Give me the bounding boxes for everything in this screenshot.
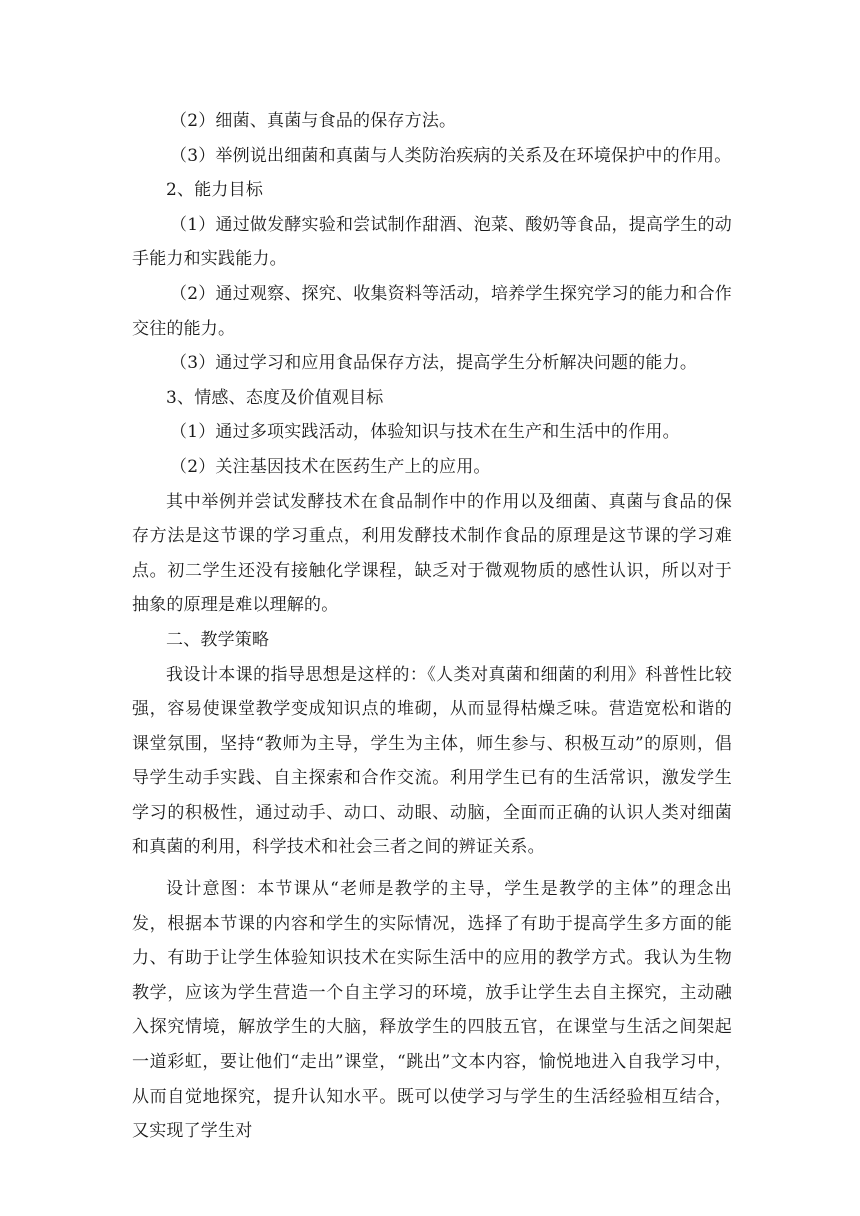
- section-heading: 3、情感、态度及价值观目标: [166, 387, 384, 408]
- objective-item: （1）通过做发酵实验和尝试制作甜酒、泡菜、酸奶等食品，提高学生的动手能力和实践能力。: [132, 214, 732, 270]
- body-paragraph: 我设计本课的指导思想是这样的：《人类对真菌和细菌的利用》科普性比较强，容易使课堂教学变成知识点的堆砌，从而显得枯燥乏味。营造宽松和谐的课堂氛围，坚持“教师为主导，学生为主体，师生参与、积极互动”的原则，倡导学生动手实践、自主探索和合作交流。利用学生已有的生活常识，激发学生学习的积极性，通过动手、动口、动眼、动脑，全面而正确的认识人类对细菌和真菌的利用，科学技术和社会三者之间的辨证关系。: [132, 664, 732, 858]
- objective-item: （3）举例说出细菌和真菌与人类防治疾病的关系及在环境保护中的作用。: [170, 145, 732, 166]
- objective-item: （2）细菌、真菌与食品的保存方法。: [170, 111, 457, 131]
- objective-item: （2）关注基因技术在医药生产上的应用。: [170, 456, 491, 477]
- objective-item: （2）通过观察、探究、收集资料等活动，培养学生探究学习的能力和合作交往的能力。: [132, 283, 732, 339]
- section-heading: 二、教学策略: [166, 629, 270, 650]
- section-heading: 2、能力目标: [166, 180, 264, 201]
- objective-item: （3）通过学习和应用食品保存方法，提高学生分析解决问题的能力。: [170, 353, 698, 374]
- body-paragraph: 其中举例并尝试发酵技术在食品制作中的作用以及细菌、真菌与食品的保存方法是这节课的学习重点，利用发酵技术制作食品的原理是这节课的学习难点。初二学生还没有接触化学课程，缺乏对于微观物质的感性认识，所以对于抽象的原理是难以理解的。: [132, 491, 732, 616]
- body-paragraph: 设计意图：本节课从“老师是教学的主导，学生是教学的主体”的理念出发，根据本节课的内容和学生的实际情况，选择了有助于提高学生多方面的能力、有助于让学生体验知识技术在实际生活中的应用的教学方式。我认为生物教学，应该为学生营造一个自主学习的环境，放手让学生去自主探究，主动融入探究情境，解放学生的大脑，释放学生的四肢五官，在课堂与生活之间架起一道彩虹，要让他们“走出”课堂，“跳出”文本内容，愉悦地进入自我学习中， 从而自觉地探究，提升认知水平。既可以使学习与学生的生活经验相互结合，又实现了学生对: [132, 879, 732, 1142]
- objective-item: （1）通过多项实践活动，体验知识与技术在生产和生活中的作用。: [170, 422, 680, 443]
- document-body: [132, 104, 732, 1149]
